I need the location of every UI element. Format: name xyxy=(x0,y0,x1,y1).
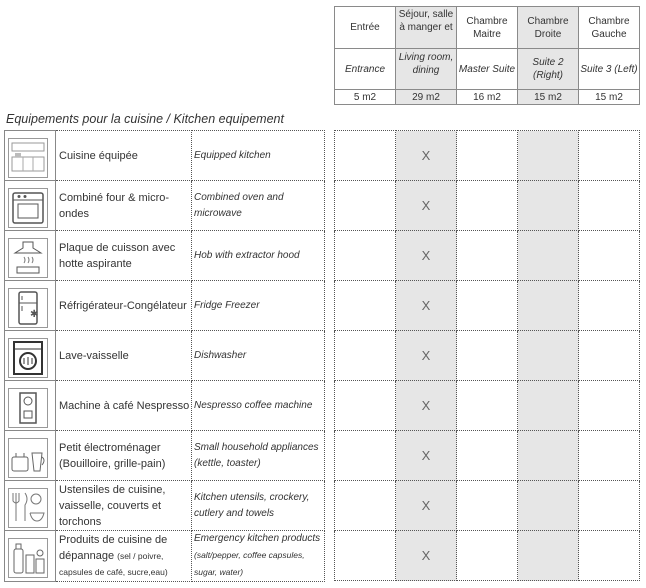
availability-cell xyxy=(579,181,640,231)
availability-cell xyxy=(579,281,640,331)
room-name-fr: Chambre Gauche xyxy=(579,7,640,49)
oven-icon xyxy=(8,188,48,228)
availability-cell xyxy=(457,531,518,581)
equipment-name-en-text: Fridge Freezer xyxy=(194,299,260,311)
equipment-row xyxy=(5,481,325,531)
equipment-name-en xyxy=(192,331,325,381)
availability-cell xyxy=(579,231,640,281)
availability-cell xyxy=(335,481,396,531)
availability-cell xyxy=(518,331,579,381)
equipment-name-en-text: Kitchen utensils, crockery, cutlery and towels xyxy=(194,491,310,519)
availability-cell xyxy=(335,131,396,181)
equipment-name-en xyxy=(192,131,325,181)
dishwasher-icon xyxy=(8,338,48,378)
availability-row xyxy=(335,531,640,581)
equipment-name-en-text: Dishwasher xyxy=(194,349,247,361)
availability-cell xyxy=(518,131,579,181)
room-name-fr: Entrée xyxy=(335,7,396,49)
groceries-icon xyxy=(8,538,48,578)
availability-cell: X xyxy=(396,331,457,381)
room-name-en xyxy=(396,49,457,90)
equipment-name-en-text: Emergency kitchen products xyxy=(194,533,321,544)
equipment-icon-cell xyxy=(5,481,56,531)
availability-cell xyxy=(579,381,640,431)
svg-text:✱: ✱ xyxy=(30,308,39,320)
equipment-name-en-text: Equipped kitchen xyxy=(194,149,271,161)
room-name-fr: Chambre Droite xyxy=(518,7,579,49)
kitchen-icon xyxy=(8,138,48,178)
equipment-icon-cell xyxy=(5,381,56,431)
equipment-note-en: (salt/pepper, coffee capsules, sugar, water) xyxy=(194,550,305,577)
availability-cell xyxy=(457,231,518,281)
equipment-name-fr xyxy=(56,231,192,281)
equipment-row xyxy=(5,131,325,181)
equipment-name-en-text: Hob with extractor hood xyxy=(194,249,300,261)
availability-cell xyxy=(335,331,396,381)
equipment-row xyxy=(5,281,325,331)
room-name-en: Master Suite xyxy=(457,49,518,90)
equipment-icon-cell xyxy=(5,331,56,381)
availability-cell xyxy=(518,281,579,331)
equipment-name-fr-text: Petit électroménager (Bouilloire, grille-pain) xyxy=(59,441,166,470)
equipment-row xyxy=(5,231,325,281)
availability-cell: X xyxy=(396,431,457,481)
availability-cell xyxy=(518,231,579,281)
availability-cell xyxy=(518,431,579,481)
availability-cell xyxy=(518,531,579,581)
equipment-note-fr: (sel / poivre, capsules de café, sucre,eau) xyxy=(59,551,168,577)
availability-cell xyxy=(579,531,640,581)
equipment-row xyxy=(5,181,325,231)
availability-row xyxy=(335,231,640,281)
equipment-name-fr xyxy=(56,531,192,582)
availability-grid xyxy=(334,130,640,581)
availability-row xyxy=(335,381,640,431)
utensils-icon xyxy=(8,488,48,528)
equipment-name-fr-text: Plaque de cuisson avec hotte aspirante xyxy=(59,241,176,270)
equipment-row xyxy=(5,381,325,431)
room-name-en: Entrance xyxy=(335,49,396,90)
room-area: 5 m2 xyxy=(335,90,396,105)
equipment-name-fr-text: Lave-vaisselle xyxy=(59,349,129,362)
availability-cell xyxy=(457,131,518,181)
equipment-icon-cell xyxy=(5,531,56,582)
equipment-name-en xyxy=(192,431,325,481)
equipment-name-en-text: Combined oven and microwave xyxy=(194,191,284,219)
equipment-table xyxy=(4,130,325,582)
equipment-name-en xyxy=(192,181,325,231)
availability-cell xyxy=(335,531,396,581)
availability-cell xyxy=(457,181,518,231)
equipment-name-fr-text: Réfrigérateur-Congélateur xyxy=(59,299,187,312)
equipment-name-fr xyxy=(56,331,192,381)
room-name-fr: Chambre Maitre xyxy=(457,7,518,49)
availability-cell xyxy=(335,231,396,281)
room-name-en: Suite 2 (Right) xyxy=(518,49,579,90)
availability-row xyxy=(335,331,640,381)
equipment-name-fr xyxy=(56,381,192,431)
availability-cell xyxy=(579,131,640,181)
room-name-fr-text: Séjour, salle à manger et xyxy=(398,9,454,33)
equipment-name-en xyxy=(192,231,325,281)
room-area: 15 m2 xyxy=(518,90,579,105)
equipment-name-en-text: Nespresso coffee machine xyxy=(194,399,313,411)
room-name-en: Suite 3 (Left) xyxy=(579,49,640,90)
availability-cell xyxy=(457,281,518,331)
availability-cell xyxy=(579,481,640,531)
availability-cell xyxy=(335,181,396,231)
availability-cell xyxy=(335,281,396,331)
equipment-row xyxy=(5,331,325,381)
small-appliances-icon xyxy=(8,438,48,478)
coffee-machine-icon xyxy=(8,388,48,428)
equipment-name-fr-text: Ustensiles de cuisine, vaisselle, couverts et torchons xyxy=(59,483,166,528)
equipment-name-fr-text: Cuisine équipée xyxy=(59,149,138,162)
room-area: 29 m2 xyxy=(396,90,457,105)
availability-cell xyxy=(518,481,579,531)
availability-row xyxy=(335,431,640,481)
availability-cell xyxy=(457,381,518,431)
room-area: 15 m2 xyxy=(579,90,640,105)
equipment-icon-cell xyxy=(5,181,56,231)
availability-cell xyxy=(457,331,518,381)
availability-cell: X xyxy=(396,131,457,181)
equipment-icon-cell xyxy=(5,281,56,331)
equipment-name-en xyxy=(192,481,325,531)
equipment-row xyxy=(5,431,325,481)
equipment-icon-cell xyxy=(5,231,56,281)
availability-cell xyxy=(457,431,518,481)
availability-row xyxy=(335,181,640,231)
availability-cell xyxy=(518,381,579,431)
equipment-name-en xyxy=(192,531,325,582)
availability-cell xyxy=(579,431,640,481)
equipment-name-fr xyxy=(56,481,192,531)
availability-cell: X xyxy=(396,281,457,331)
equipment-icon-cell xyxy=(5,431,56,481)
equipment-name-en xyxy=(192,381,325,431)
availability-cell: X xyxy=(396,531,457,581)
rooms-header-table xyxy=(334,6,640,105)
availability-cell: X xyxy=(396,231,457,281)
availability-cell: X xyxy=(396,381,457,431)
availability-cell xyxy=(518,181,579,231)
equipment-name-fr-text: Produits de cuisine de dépannage xyxy=(59,534,168,562)
room-name-en-text: Living room, dining xyxy=(398,52,454,76)
availability-row xyxy=(335,131,640,181)
equipment-name-fr xyxy=(56,431,192,481)
room-name-fr xyxy=(396,7,457,49)
availability-row xyxy=(335,481,640,531)
availability-cell: X xyxy=(396,181,457,231)
availability-cell: X xyxy=(396,481,457,531)
equipment-name-fr xyxy=(56,131,192,181)
fridge-icon xyxy=(8,288,48,328)
section-title: Equipements pour la cuisine / Kitchen equipement xyxy=(6,112,284,126)
equipment-name-en xyxy=(192,281,325,331)
equipment-name-en-text: Small household appliances (kettle, toaster) xyxy=(194,441,319,469)
availability-cell xyxy=(457,481,518,531)
equipment-name-fr-text: Combiné four & micro-ondes xyxy=(59,191,170,220)
equipment-name-fr xyxy=(56,181,192,231)
equipment-icon-cell xyxy=(5,131,56,181)
equipment-name-fr-text: Machine à café Nespresso xyxy=(59,399,190,412)
room-area: 16 m2 xyxy=(457,90,518,105)
availability-cell xyxy=(579,331,640,381)
hob-hood-icon xyxy=(8,238,48,278)
availability-cell xyxy=(335,381,396,431)
equipment-row xyxy=(5,531,325,582)
availability-cell xyxy=(335,431,396,481)
equipment-name-fr xyxy=(56,281,192,331)
availability-row xyxy=(335,281,640,331)
